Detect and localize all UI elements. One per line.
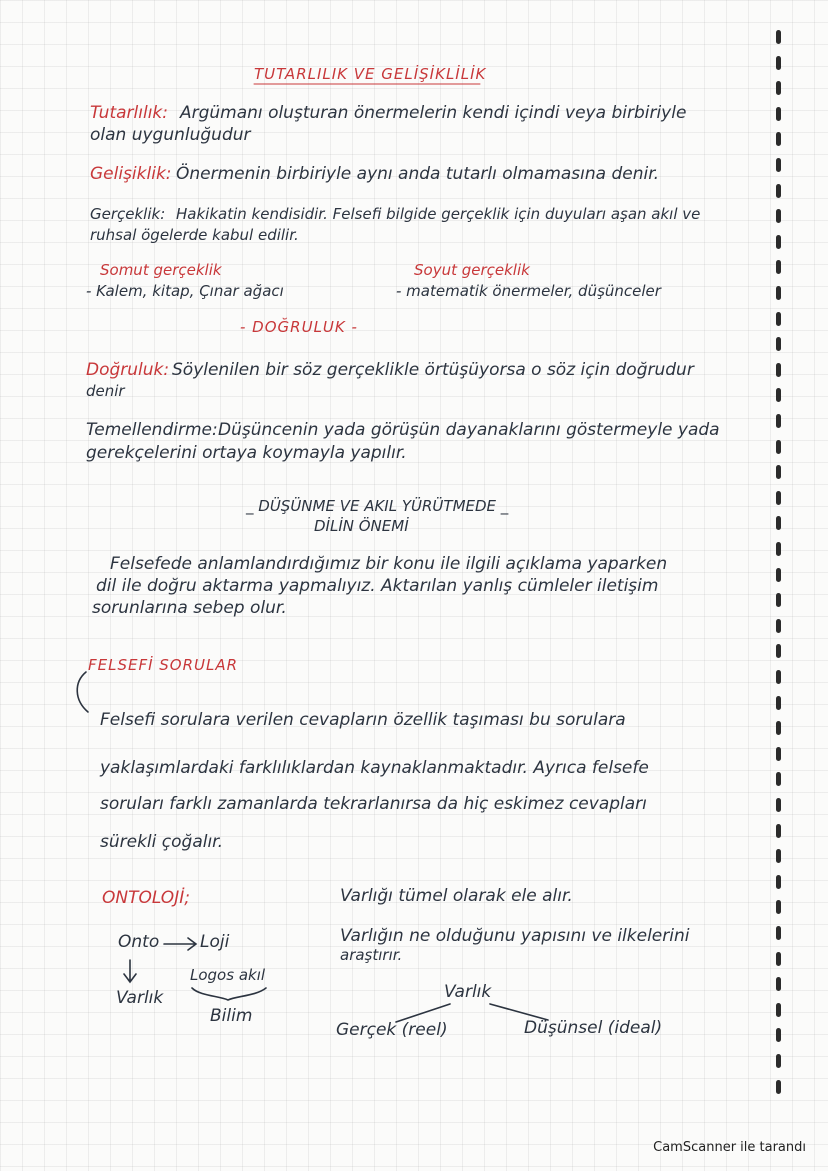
def-tutarlilik-line1: Argümanı oluşturan önermelerin kendi içindi veya birbiriyle	[180, 103, 687, 123]
def-dogruluk-line1: Söylenilen bir söz gerçeklikle örtüşüyorsa o söz için doğrudur	[172, 360, 694, 380]
somut-title: Somut gerçeklik	[100, 261, 222, 279]
tree-right-label: Düşünsel (ideal)	[524, 1018, 663, 1038]
tree-left-label: Gerçek (reel)	[336, 1020, 448, 1040]
term-temellendirme: Temellendirme:	[86, 420, 218, 440]
sorular-line1: Felsefi sorulara verilen cevapların özellik taşıması bu sorulara	[100, 710, 626, 730]
heading-dil-line1: _ DÜŞÜNME VE AKIL YÜRÜTMEDE _	[246, 497, 509, 515]
sorular-line3: soruları farklı zamanlarda tekrarlanırsa da hiç eskimez cevapları	[100, 794, 647, 814]
tree-branch-right	[490, 1004, 548, 1020]
page-title: TUTARLILIK VE GELİŞİKLİLİK	[254, 65, 487, 83]
tree-root-label: Varlık	[444, 982, 492, 1002]
soyut-title: Soyut gerçeklik	[414, 261, 530, 279]
logos-label: Logos akıl	[190, 966, 266, 984]
dil-paragraph-line2: dil ile doğru aktarma yapmalıyız. Aktarılan yanlış cümleler iletişim	[96, 576, 659, 596]
term-gerceklik: Gerçeklik:	[90, 205, 166, 223]
onto-label: Onto	[118, 932, 160, 952]
dil-paragraph-line3: sorunlarına sebep olur.	[92, 598, 287, 618]
varlik-left-label: Varlık	[116, 988, 164, 1008]
term-dogruluk: Doğruluk:	[86, 360, 170, 380]
term-celiskilik: Gelişiklik:	[90, 164, 172, 184]
logos-brace	[192, 988, 266, 1000]
bilim-label: Bilim	[210, 1006, 253, 1026]
def-dogruluk-line2: denir	[86, 382, 125, 400]
def-celiskilik: Önermenin birbiriyle aynı anda tutarlı olmamasına denir.	[176, 164, 660, 184]
onto-arrow-right	[164, 938, 196, 950]
ontoloji-def-line2: Varlığın ne olduğunu yapısını ve ilkelerini	[340, 926, 690, 946]
def-temellendirme-line2: gerekçelerini ortaya koymayla yapılır.	[86, 443, 407, 463]
ontoloji-def-line1: Varlığı tümel olarak ele alır.	[340, 886, 573, 906]
soyut-examples: - matematik önermeler, düşünceler	[396, 282, 661, 300]
def-gerceklik-line1: Hakikatin kendisidir. Felsefi bilgide gerçeklik için duyuları aşan akıl ve	[176, 205, 701, 223]
def-gerceklik-line2: ruhsal ögelerde kabul edilir.	[90, 226, 299, 244]
onto-arrow-down	[124, 960, 136, 982]
felsefi-bracket	[77, 672, 88, 712]
heading-dogruluk: - DOĞRULUK -	[240, 318, 358, 336]
dil-paragraph-line1: Felsefede anlamlandırdığımız bir konu ile ilgili açıklama yaparken	[110, 554, 668, 574]
sorular-line2: yaklaşımlardaki farklılıklardan kaynaklanmaktadır. Ayrıca felsefe	[100, 758, 649, 778]
tree-branch-left	[396, 1004, 450, 1022]
ontoloji-def-line3: araştırır.	[340, 946, 403, 964]
term-tutarlilik: Tutarlılık:	[90, 103, 168, 123]
def-temellendirme-line1: Düşüncenin yada görüşün dayanaklarını göstermeyle yada	[218, 420, 720, 440]
loji-label: Loji	[200, 932, 230, 952]
heading-dil-line2: DİLİN ÖNEMİ	[314, 517, 409, 535]
sorular-line4: sürekli çoğalır.	[100, 832, 224, 852]
heading-ontoloji: ONTOLOJİ;	[102, 888, 190, 908]
scanner-footer: CamScanner ile tarandı	[653, 1140, 806, 1155]
def-tutarlilik-line2: olan uygunluğudur	[90, 125, 251, 145]
heading-felsefi-sorular: FELSEFİ SORULAR	[88, 656, 239, 674]
somut-examples: - Kalem, kitap, Çınar ağacı	[86, 282, 284, 300]
